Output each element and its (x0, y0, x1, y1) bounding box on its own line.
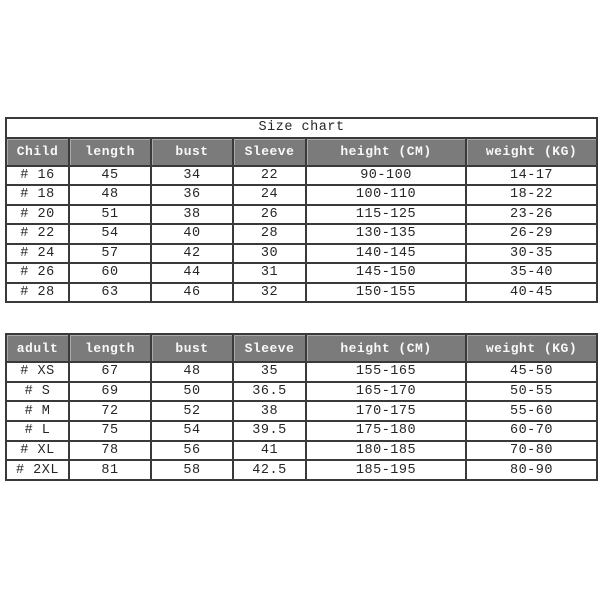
table-cell: 48 (69, 185, 151, 205)
section-header-adult: adult (6, 334, 69, 362)
table-cell: 36 (151, 185, 233, 205)
table-cell: 39.5 (233, 421, 306, 441)
child-table-body (6, 166, 597, 303)
page-title: Size chart (6, 118, 597, 138)
table-cell: 38 (233, 401, 306, 421)
table-cell: 48 (151, 362, 233, 382)
table-cell: 100-110 (306, 185, 466, 205)
size-label-cell: # 16 (6, 166, 69, 186)
table-cell: 46 (151, 283, 233, 303)
table-cell: 35 (233, 362, 306, 382)
table-cell: 115-125 (306, 205, 466, 225)
table-cell: 130-135 (306, 224, 466, 244)
table-cell: 81 (69, 460, 151, 480)
size-label-cell: # XS (6, 362, 69, 382)
table-cell: 22 (233, 166, 306, 186)
table-cell: 70-80 (466, 441, 597, 461)
table-row (6, 205, 597, 225)
table-cell: 36.5 (233, 382, 306, 402)
table-cell: 60-70 (466, 421, 597, 441)
column-header: Sleeve (233, 334, 306, 362)
size-table-child (5, 117, 598, 303)
column-header: bust (151, 334, 233, 362)
table-cell: 23-26 (466, 205, 597, 225)
table-cell: 35-40 (466, 263, 597, 283)
table-cell: 54 (151, 421, 233, 441)
table-cell: 44 (151, 263, 233, 283)
table-row (6, 244, 597, 264)
size-label-cell: # 18 (6, 185, 69, 205)
table-cell: 170-175 (306, 401, 466, 421)
table-cell: 180-185 (306, 441, 466, 461)
table-row (6, 441, 597, 461)
table-cell: 150-155 (306, 283, 466, 303)
table-cell: 55-60 (466, 401, 597, 421)
table-row (6, 263, 597, 283)
column-header: height (CM) (306, 334, 466, 362)
table-row (6, 460, 597, 480)
table-row (6, 224, 597, 244)
table-cell: 34 (151, 166, 233, 186)
size-label-cell: # 22 (6, 224, 69, 244)
column-header: weight (KG) (466, 334, 597, 362)
table-row (6, 382, 597, 402)
table-cell: 57 (69, 244, 151, 264)
column-header: bust (151, 138, 233, 166)
child-header-row (6, 138, 597, 166)
table-cell: 45-50 (466, 362, 597, 382)
table-cell: 42 (151, 244, 233, 264)
size-label-cell: # 28 (6, 283, 69, 303)
table-cell: 60 (69, 263, 151, 283)
table-cell: 69 (69, 382, 151, 402)
table-cell: 56 (151, 441, 233, 461)
table-row (6, 401, 597, 421)
adult-header-row (6, 334, 597, 362)
table-cell: 45 (69, 166, 151, 186)
table-cell: 63 (69, 283, 151, 303)
table-cell: 185-195 (306, 460, 466, 480)
table-cell: 26-29 (466, 224, 597, 244)
size-label-cell: # 20 (6, 205, 69, 225)
column-header: weight (KG) (466, 138, 597, 166)
table-cell: 80-90 (466, 460, 597, 480)
size-label-cell: # XL (6, 441, 69, 461)
size-label-cell: # 2XL (6, 460, 69, 480)
table-cell: 31 (233, 263, 306, 283)
table-row (6, 283, 597, 303)
table-row (6, 421, 597, 441)
size-label-cell: # 26 (6, 263, 69, 283)
table-cell: 40-45 (466, 283, 597, 303)
column-header: Sleeve (233, 138, 306, 166)
table-cell: 67 (69, 362, 151, 382)
table-cell: 155-165 (306, 362, 466, 382)
table-cell: 78 (69, 441, 151, 461)
adult-table-body (6, 362, 597, 480)
table-cell: 30-35 (466, 244, 597, 264)
table-cell: 30 (233, 244, 306, 264)
size-label-cell: # S (6, 382, 69, 402)
column-header: height (CM) (306, 138, 466, 166)
column-header: length (69, 334, 151, 362)
table-cell: 51 (69, 205, 151, 225)
table-cell: 50-55 (466, 382, 597, 402)
table-cell: 38 (151, 205, 233, 225)
table-cell: 41 (233, 441, 306, 461)
size-label-cell: # M (6, 401, 69, 421)
table-cell: 40 (151, 224, 233, 244)
table-cell: 140-145 (306, 244, 466, 264)
table-cell: 72 (69, 401, 151, 421)
title-row (6, 118, 597, 138)
table-cell: 26 (233, 205, 306, 225)
table-cell: 175-180 (306, 421, 466, 441)
section-header-child: Child (6, 138, 69, 166)
table-cell: 28 (233, 224, 306, 244)
table-row (6, 185, 597, 205)
table-cell: 14-17 (466, 166, 597, 186)
table-cell: 58 (151, 460, 233, 480)
table-cell: 75 (69, 421, 151, 441)
size-label-cell: # 24 (6, 244, 69, 264)
table-cell: 50 (151, 382, 233, 402)
table-cell: 145-150 (306, 263, 466, 283)
size-table-adult (5, 333, 598, 481)
table-row (6, 362, 597, 382)
table-row (6, 166, 597, 186)
table-cell: 42.5 (233, 460, 306, 480)
table-cell: 165-170 (306, 382, 466, 402)
column-header: length (69, 138, 151, 166)
table-cell: 18-22 (466, 185, 597, 205)
table-cell: 32 (233, 283, 306, 303)
table-cell: 90-100 (306, 166, 466, 186)
size-label-cell: # L (6, 421, 69, 441)
table-cell: 52 (151, 401, 233, 421)
table-cell: 24 (233, 185, 306, 205)
table-cell: 54 (69, 224, 151, 244)
